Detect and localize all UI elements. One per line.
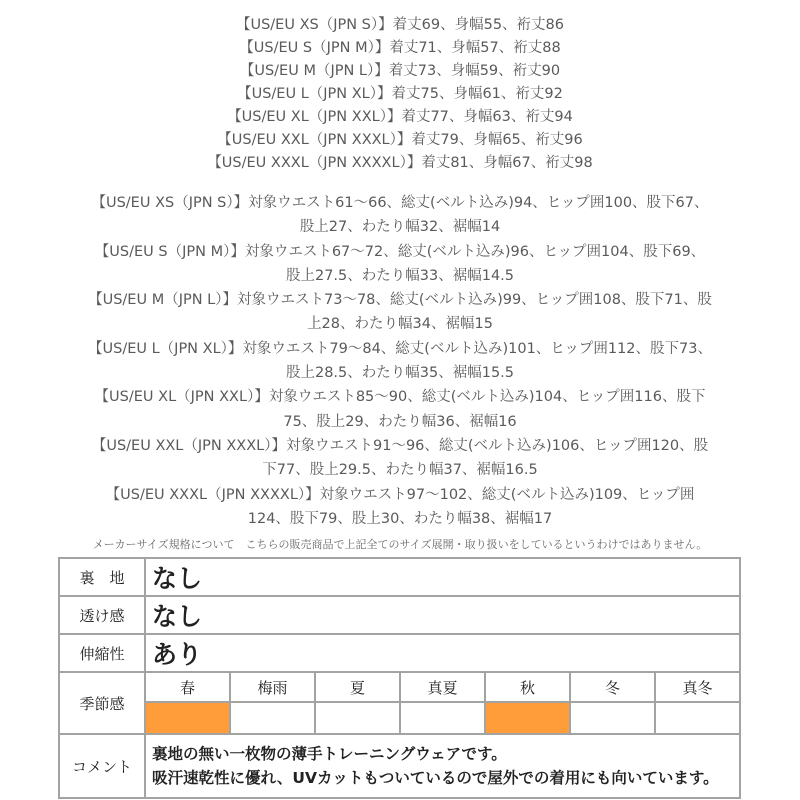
comment-label: コメント bbox=[59, 734, 145, 798]
season-autumn: 秋 bbox=[485, 672, 570, 702]
bottoms-size-entry: 【US/EU L（JPN XL）】対象ウエスト79～84、総丈(ベルト込み)101、ヒップ囲112、股下73、股上28.5、わたり幅35、裾幅15.5 bbox=[88, 340, 712, 382]
bottoms-size-entry: 【US/EU XXL（JPN XXXL）】対象ウエスト91～96、総丈(ベルト込み)106、ヒップ囲120、股下77、股上29.5、わたり幅37、裾幅16.5 bbox=[91, 437, 709, 479]
season-midsummer: 真夏 bbox=[400, 672, 485, 702]
stretch-label: 伸縮性 bbox=[59, 634, 145, 672]
season-label: 季節感 bbox=[59, 672, 145, 734]
sheer-label: 透け感 bbox=[59, 596, 145, 634]
tops-size-line: 【US/EU M（JPN L）】着丈73、身幅59、裄丈90 bbox=[239, 63, 561, 79]
season-midwinter: 真冬 bbox=[655, 672, 740, 702]
bottoms-size-entry: 【US/EU XXXL（JPN XXXXL）】対象ウエスト97～102、総丈(ベルト込み)109、ヒップ囲124、股下79、股上30、わたり幅38、裾幅17 bbox=[105, 486, 695, 527]
stretch-value: あり bbox=[145, 634, 740, 672]
bottoms-size-entry: 【US/EU M（JPN L）】対象ウエスト73～78、総丈(ベルト込み)99、ヒップ囲108、股下71、股上28、わたり幅34、裾幅15 bbox=[88, 292, 712, 333]
comment-line: 吸汗速乾性に優れ、UVカットもついているので屋外での着用にも向いています。 bbox=[152, 769, 719, 787]
season-marker bbox=[655, 702, 740, 734]
season-marker bbox=[485, 702, 570, 734]
tops-size-line: 【US/EU XS（JPN S）】着丈69、身幅55、裄丈86 bbox=[235, 17, 564, 33]
season-marker bbox=[400, 702, 485, 734]
season-marker bbox=[315, 702, 400, 734]
season-summer: 夏 bbox=[315, 672, 400, 702]
tops-size-line: 【US/EU XXL（JPN XXXL）】着丈79、身幅65、裄丈96 bbox=[217, 132, 583, 148]
comment-row bbox=[59, 734, 740, 798]
lining-row bbox=[59, 558, 740, 596]
bottoms-size-entry: 【US/EU S（JPN M）】対象ウエスト67～72、総丈(ベルト込み)96、ヒップ囲104、股下69、股上27.5、わたり幅33、裾幅14.5 bbox=[94, 243, 706, 284]
stretch-row bbox=[59, 634, 740, 672]
comment-text bbox=[145, 734, 740, 798]
season-header-row bbox=[59, 672, 740, 702]
season-marker-row bbox=[59, 702, 740, 734]
bottoms-size-entry: 【US/EU XS（JPN S）】対象ウエスト61～66、総丈(ベルト込み)94、ヒップ囲100、股下67、股上27、わたり幅32、裾幅14 bbox=[91, 195, 709, 236]
tops-size-line: 【US/EU XL（JPN XXL）】着丈77、身幅63、裄丈94 bbox=[227, 109, 573, 125]
lining-value: なし bbox=[145, 558, 740, 596]
size-disclaimer-note: メーカーサイズ規格について こちらの販売商品で上記全てのサイズ展開・取り扱いをしているというわけではありません。 bbox=[92, 538, 708, 551]
bottoms-size-entry: 【US/EU XL（JPN XXL）】対象ウエスト85～90、総丈(ベルト込み)104、ヒップ囲116、股下75、股上29、わたり幅36、裾幅16 bbox=[94, 389, 706, 430]
tops-size-line: 【US/EU L（JPN XL）】着丈75、身幅61、裄丈92 bbox=[237, 86, 563, 102]
sheer-row bbox=[59, 596, 740, 634]
season-winter: 冬 bbox=[570, 672, 655, 702]
tops-size-line: 【US/EU XXXL（JPN XXXXL）】着丈81、身幅67、裄丈98 bbox=[207, 155, 593, 171]
bottoms-size-list bbox=[88, 191, 712, 531]
season-marker bbox=[230, 702, 315, 734]
product-spec-table bbox=[58, 557, 741, 799]
season-rainy: 梅雨 bbox=[230, 672, 315, 702]
season-marker bbox=[145, 702, 230, 734]
tops-size-line: 【US/EU S（JPN M）】着丈71、身幅57、裄丈88 bbox=[239, 40, 561, 56]
tops-size-list bbox=[0, 14, 800, 175]
season-spring: 春 bbox=[145, 672, 230, 702]
sheer-value: なし bbox=[145, 596, 740, 634]
comment-line: 裏地の無い一枚物の薄手トレーニングウェアです。 bbox=[152, 745, 507, 763]
season-marker bbox=[570, 702, 655, 734]
lining-label: 裏 地 bbox=[59, 558, 145, 596]
